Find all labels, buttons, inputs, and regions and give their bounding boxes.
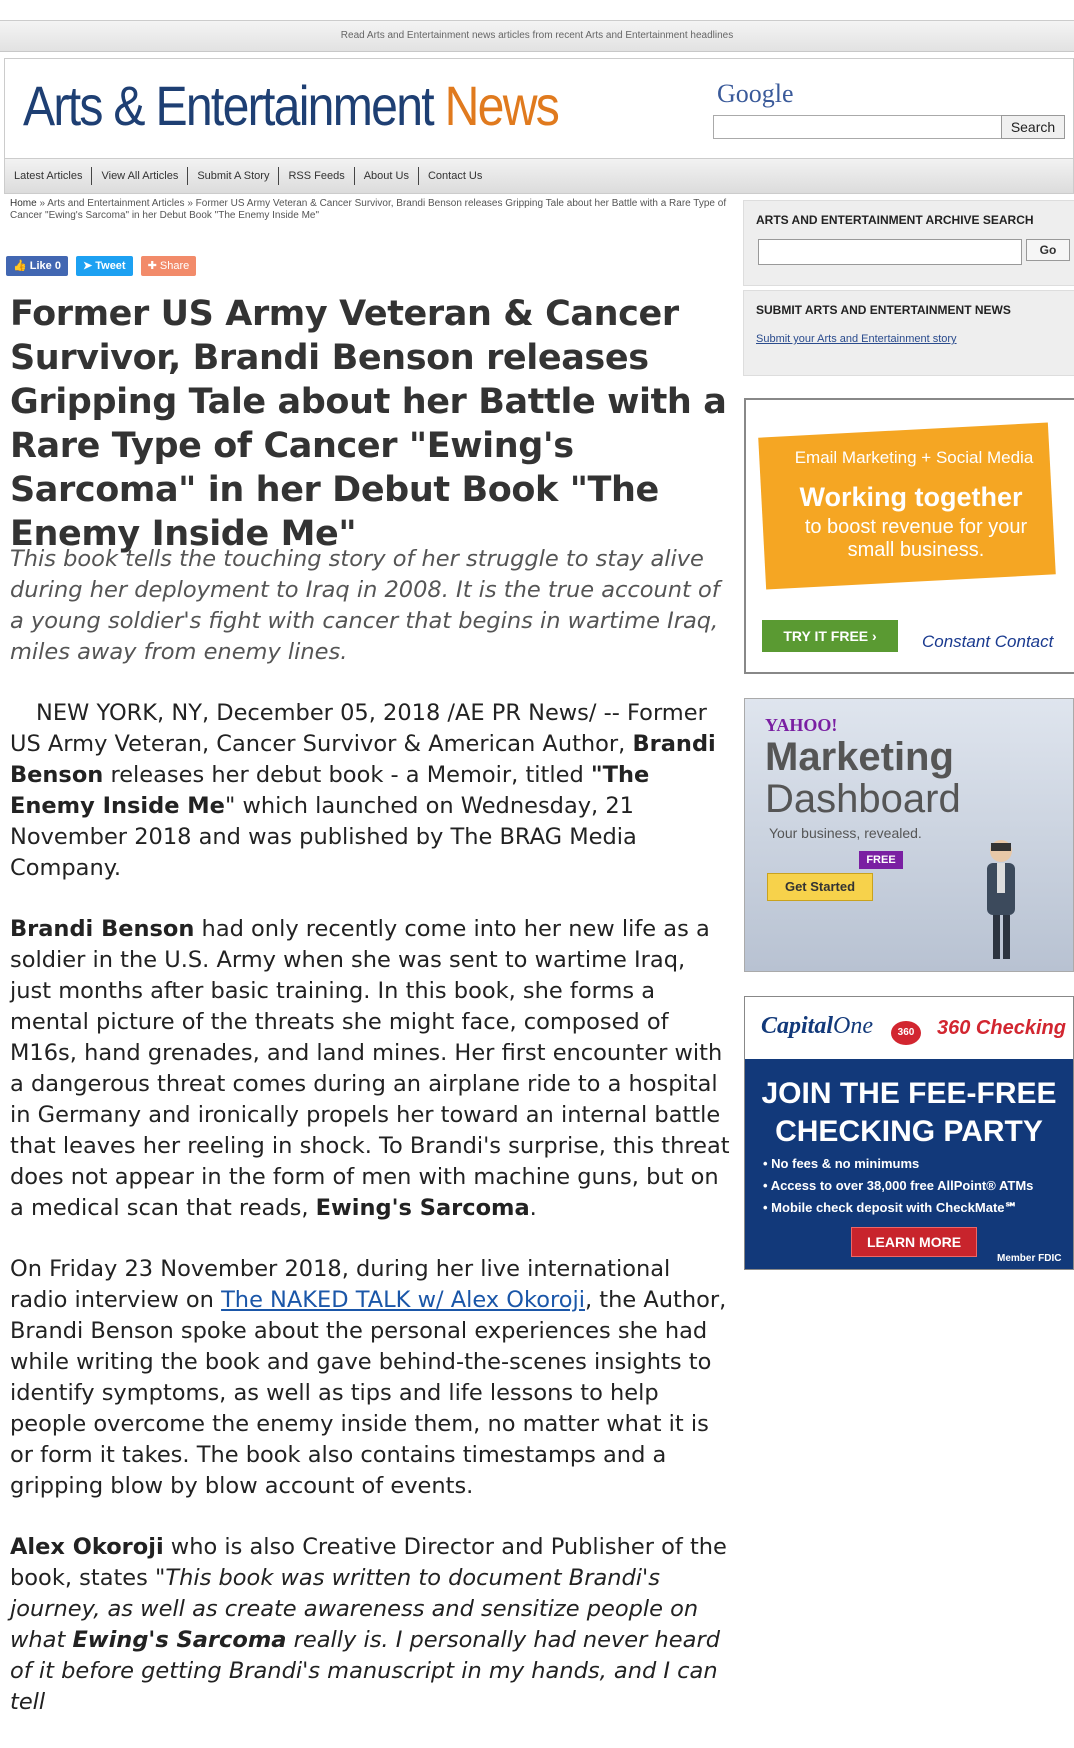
learn-more-button[interactable]: LEARN MORE <box>851 1227 977 1257</box>
article-title: Former US Army Veteran & Cancer Survivor, Brandi Benson releases Gripping Tale about her Battle with a Rare Type of Cancer "Ewing's Sarcoma" in her Debut Book "The Enemy Inside Me" <box>10 294 727 554</box>
google-logo: Google <box>717 79 794 108</box>
list-item: • Mobile check deposit with CheckMate℠ <box>763 1197 1033 1219</box>
facebook-like-button[interactable]: 👍 Like 0 <box>6 256 68 276</box>
bold-text: "The Enemy Inside Me <box>10 762 650 819</box>
brand-a: Capital <box>761 1013 834 1039</box>
top-banner: Read Arts and Entertainment news articles from recent Arts and Entertainment headlines <box>0 20 1074 52</box>
site-logo[interactable] <box>23 73 558 138</box>
paragraph-2 <box>10 914 732 1224</box>
ad-line-1: Email Marketing + Social Media <box>794 448 1034 467</box>
ad-line-3: to boost revenue for your small business. <box>804 516 1028 561</box>
ad-line-2: Working together <box>799 482 1023 512</box>
social-buttons <box>6 256 196 276</box>
text: who is also Creative Director and Publisher of the book, states " <box>10 1534 727 1591</box>
ad-title-2: Dashboard <box>765 777 961 821</box>
like-label: Like 0 <box>29 260 61 272</box>
nav-rss-feeds[interactable]: RSS Feeds <box>279 167 354 185</box>
paragraph-4 <box>10 1532 732 1718</box>
article-summary: This book tells the touching story of her struggle to stay alive during her deployment to Iraq in 2008. It is the true account of a young soldier's fight with cancer that begins in wartime Iraq, miles away from enemy lines. <box>10 546 720 665</box>
tweet-label: Tweet <box>95 260 126 272</box>
yahoo-logo: YAHOO! <box>765 715 838 735</box>
nav-about-us[interactable]: About Us <box>355 167 419 185</box>
list-item: • Access to over 38,000 free AllPoint® ATMs <box>763 1175 1033 1197</box>
main-nav <box>4 158 1074 194</box>
submit-story-link[interactable]: Submit your Arts and Entertainment story <box>756 333 957 345</box>
businessman-icon <box>971 837 1031 963</box>
bold-text: Brandi Benson <box>10 916 195 942</box>
ad-header <box>745 997 1073 1059</box>
archive-search-title: ARTS AND ENTERTAINMENT ARCHIVE SEARCH <box>756 213 1034 227</box>
paragraph-3 <box>10 1254 732 1502</box>
share-button[interactable]: ✚ Share <box>141 256 197 276</box>
benefits-list <box>763 1153 1033 1219</box>
submit-news-title: SUBMIT ARTS AND ENTERTAINMENT NEWS <box>756 303 1011 317</box>
quote-text: This book was written to document Brandi's journey, as well as create awareness and sensitize people on what <box>10 1565 699 1653</box>
submit-news-box <box>743 290 1074 376</box>
capital-one-logo <box>761 1013 873 1040</box>
nav-submit-story[interactable]: Submit A Story <box>188 167 279 185</box>
site-header <box>4 58 1074 160</box>
list-item: • No fees & no minimums <box>763 1153 1033 1175</box>
constant-contact-ad[interactable] <box>744 398 1074 674</box>
bold-text: Ewing's Sarcoma <box>315 1195 530 1221</box>
article-body <box>10 698 732 1748</box>
logo-main: Arts & Entertainment <box>23 74 445 137</box>
ad-tagline: Your business, revealed. <box>769 825 922 841</box>
text: , the Author, Brandi Benson spoke about the personal experiences she had while writing the book and gave behind-the-scenes insights to identify symptoms, as well as tips and life lessons to help people overcome the enemy inside them, no matter what it is or form it takes. The book also contains timestamps and a gripping blow by blow account of events. <box>10 1287 727 1499</box>
bold-text: Alex Okoroji <box>10 1534 164 1560</box>
google-search-input[interactable] <box>713 115 1003 139</box>
naked-talk-link[interactable]: The NAKED TALK w/ Alex Okoroji <box>221 1287 585 1313</box>
paragraph-1 <box>10 698 732 884</box>
nav-view-all-articles[interactable]: View All Articles <box>92 167 188 185</box>
search-button[interactable]: Search <box>1001 115 1065 139</box>
breadcrumb-trail: » Arts and Entertainment Articles » Former US Army Veteran & Cancer Survivor, Brandi Benson releases Gripping Tale about her Battle with a Rare Type of Cancer "Ewing's Sarcoma" in her Debut Book "The Enemy Inside Me" <box>10 198 727 221</box>
free-badge: FREE <box>859 851 903 869</box>
logo-accent: News <box>444 74 559 137</box>
breadcrumb-home[interactable]: Home <box>10 198 37 209</box>
brand-b: One <box>833 1013 873 1039</box>
text: Former US Army Veteran, Cancer Survivor & American Author, <box>10 700 707 757</box>
yahoo-marketing-ad[interactable] <box>744 698 1074 972</box>
share-label: Share <box>159 260 190 272</box>
headline-1: JOIN THE FEE-FREE <box>761 1077 1057 1110</box>
tweet-button[interactable]: ➤ Tweet <box>76 256 133 276</box>
fdic-note: Member FDIC <box>997 1253 1062 1264</box>
nav-contact-us[interactable]: Contact Us <box>427 170 483 182</box>
constant-contact-logo: Constant Contact <box>922 632 1054 651</box>
breadcrumb <box>10 198 730 222</box>
quote-bold-text: Ewing's Sarcoma <box>72 1627 287 1653</box>
capital-one-ad[interactable] <box>744 996 1074 1270</box>
product-name: 360 Checking <box>937 1017 1066 1039</box>
text: On Friday 23 November 2018, during her live international radio interview on <box>10 1256 671 1313</box>
ad-title-1: Marketing <box>765 735 954 779</box>
get-started-button[interactable]: Get Started <box>767 873 873 901</box>
nav-latest-articles[interactable]: Latest Articles <box>5 167 92 185</box>
dateline: NEW YORK, NY, December 05, 2018 /AE PR News/ -- <box>36 700 620 726</box>
archive-go-button[interactable]: Go <box>1026 239 1070 261</box>
text: " which launched on Wednesday, 21 November 2018 and was published by The BRAG Media Company. <box>10 793 637 881</box>
bold-text: Brandi Benson <box>10 731 716 788</box>
text: releases her debut book - a Memoir, titled <box>103 762 591 788</box>
headline-2: CHECKING PARTY <box>775 1115 1043 1148</box>
360-badge: 360 <box>891 1021 921 1045</box>
archive-search-input[interactable] <box>758 239 1022 265</box>
text: . <box>529 1195 537 1221</box>
quote-text: really is. I personally had never heard of it before getting Brandi's manuscript in my hands, and I can tell <box>10 1627 720 1715</box>
text: had only recently come into her new life as a soldier in the U.S. Army when she was sent to wartime Iraq, just months after basic training. In this book, she forms a mental picture of the threats she might face, composed of M16s, hand grenades, and land mines. Her first encounter with a dangerous threat comes during an airplane ride to a hospital in Germany and ironically propels her toward an internal battle that leaves her reeling in shock. To Brandi's surprise, this threat does not appear in the form of men with machine guns, but on a medical scan that reads, <box>10 916 730 1221</box>
try-it-free-button[interactable]: TRY IT FREE › <box>762 620 898 652</box>
ad-headline <box>745 1075 1073 1151</box>
archive-search-box <box>743 200 1074 286</box>
